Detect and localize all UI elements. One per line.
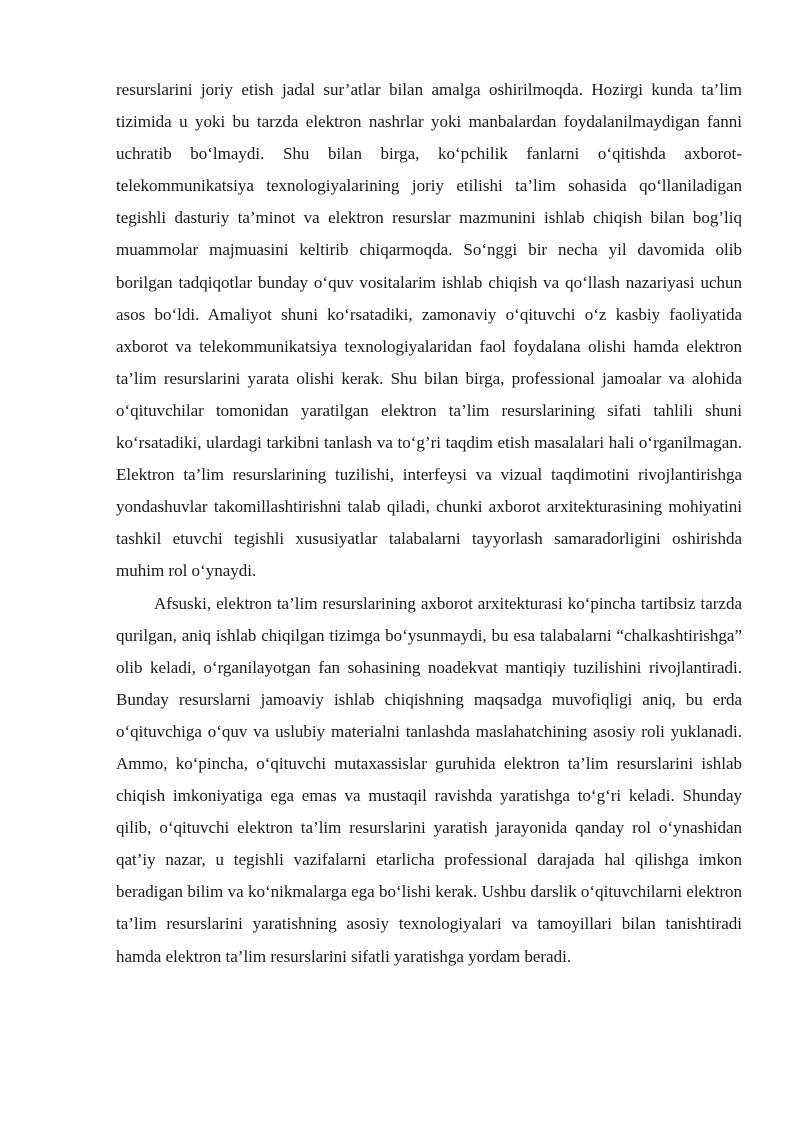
paragraph-afsuski: Afsuski, elektron ta’lim resurslarining axborot arxitekturasi ko‘pincha tartibsiz tarzda qurilgan, aniq ishlab chiqilgan tizimga bo‘ysunmaydi, bu esa talabalarni “chalkashtirishga” olib keladi, o‘rganilayotgan fan sohasining noadekvat mantiqiy tuzilishini rivojlantiradi. Bunday resurslarni jamoaviy ishlab chiqishning maqsadga muvofiqligi aniq, bu erda o‘qituvchiga o‘quv va uslubiy materialni tanlashda maslahatchining asosiy roli yuklanadi. Ammo, ko‘pincha, o‘qituvchi mutaxassislar guruhida elektron ta’lim resurslarini ishlab chiqish imkoniyatiga ega emas va mustaqil ravishda yaratishga to‘g‘ri keladi. Shunday qilib, o‘qituvchi elektron ta’lim resurslarini yaratish jarayonida qanday rol o‘ynashidan qat’iy nazar, u tegishli vazifalarni etarlicha professional darajada hal qilishga imkon beradigan bilim va ko‘nikmalarga ega bo‘lishi kerak. Ushbu darslik o‘qituvchilarni elektron ta’lim resurslarini yaratishning asosiy texnologiyalari va tamoyillari bilan tanishtiradi hamda elektron ta’lim resurslarini sifatli yaratishga yordam beradi. — [116, 593, 742, 966]
document-page — [116, 74, 742, 973]
paragraph-continuation: resurslarini joriy etish jadal sur’atlar bilan amalga oshirilmoqda. Hozirgi kunda ta’lim tizimida u yoki bu tarzda elektron nashrlar yoki manbalardan foydalanilmaydigan fanni uchratib bo‘lmaydi. Shu bilan birga, ko‘pchilik fanlarni o‘qitishda axborot-telekommunikatsiya texnologiyalarining joriy etilishi ta’lim sohasida qo‘llaniladigan tegishli dasturiy ta’minot va elektron resurslar mazmunini ishlab chiqish bilan bog’liq muammolar majmuasini keltirib chiqarmoqda. So‘nggi bir necha yil davomida olib borilgan tadqiqotlar bunday o‘quv vositalarim ishlab chiqish va qo‘llash nazariyasi uchun asos bo‘ldi. Amaliyot shuni ko‘rsatadiki, zamonaviy o‘qituvchi o‘z kasbiy faoliyatida axborot va telekommunikatsiya texnologiyalaridan faol foydalana olishi hamda elektron ta’lim resurslarini yarata olishi kerak. Shu bilan birga, professional jamoalar va alohida o‘qituvchilar tomonidan yaratilgan elektron ta’lim resurslarining sifati tahlili shuni ko‘rsatadiki, ulardagi tarkibni tanlash va to‘g’ri taqdim etish masalalari hali o‘rganilmagan. Elektron ta’lim resurslarining tuzilishi, interfeysi va vizual taqdimotini rivojlantirishga yondashuvlar takomillashtirishni talab qiladi, chunki axborot arxitekturasining mohiyatini tashkil etuvchi tegishli xususiyatlar talabalarni tayyorlash samaradorligini oshirishda muhim rol o‘ynaydi. — [116, 80, 742, 581]
